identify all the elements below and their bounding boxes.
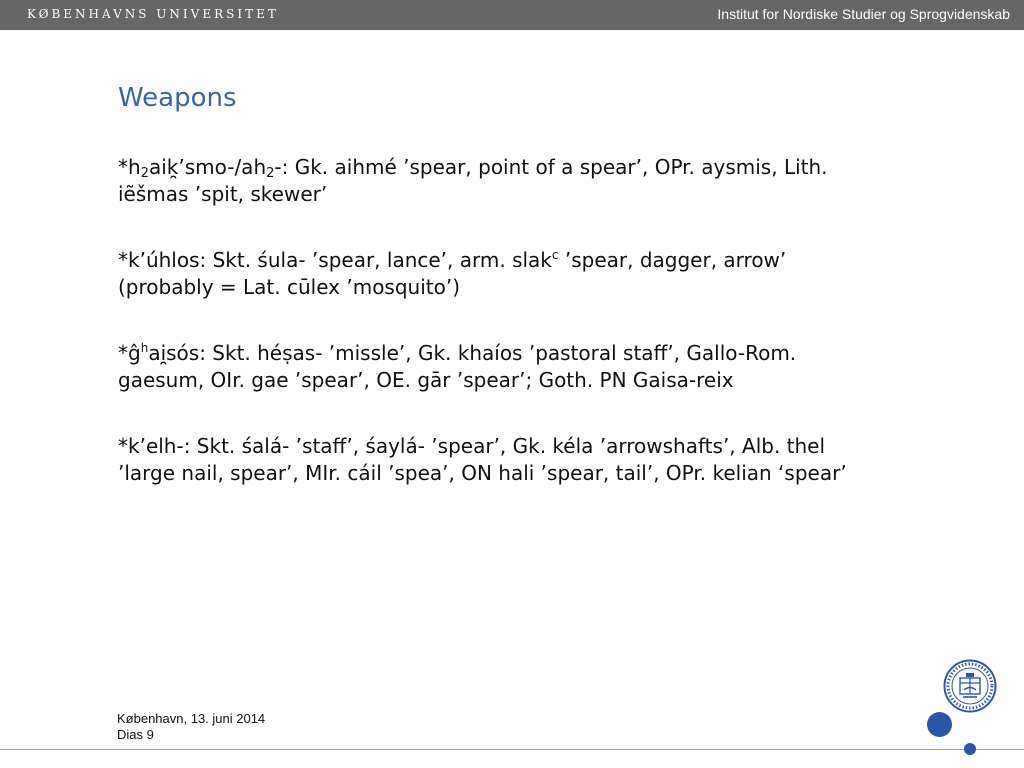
entry-ghaisos: $*ĝ^hai̯sós$: Skt. héṣas- ’missle’, Gk. khaíos ’pastoral staff’, Gallo-Rom. gaesum, OIr. gae ’spear’, OE. gār ’spear’; Goth. PN Gaisa-reix: [118, 341, 797, 392]
slide-title: Weapons: [118, 83, 237, 113]
entry-kuhlos: *k’úhlos: Skt. śula- ’spear, lance’, arm. slak$^c$ ’spear, dagger, arrow’ (probably = Lat. cūlex ’mosquito’): [118, 248, 787, 299]
header-bar: [0, 0, 1024, 30]
accent-dot-large: [927, 712, 952, 737]
university-name: KØBENHAVNS UNIVERSITET: [27, 7, 279, 21]
slide-content: [118, 154, 878, 526]
institute-name: Institut for Nordiske Studier og Sprogvidenskab: [717, 6, 1010, 22]
footer-slide-number: Dias 9: [117, 727, 154, 742]
university-seal-icon: [943, 659, 997, 713]
footer-divider: [0, 749, 1024, 750]
entry-h2aik-smo: $*h_2aik̯’smo-/ah_2-$: Gk. aihmé ’spear, point of a spear’, OPr. aysmis, Lith. iẽšmas ’spit, skewer’: [118, 155, 828, 206]
footer-place-date: København, 13. juni 2014: [117, 711, 266, 726]
entry-kelh: *k’elh-: Skt. śalá- ’staff’, śaylá- ’spear’, Gk. kéla ’arrowshafts’, Alb. thel ’large nail, spear’, MIr. cáil ’spea’, ON hali ’spear, tail’, OPr. kelian ‘spear’: [118, 434, 847, 485]
footer: [117, 711, 265, 743]
accent-dot-small: [964, 743, 976, 755]
